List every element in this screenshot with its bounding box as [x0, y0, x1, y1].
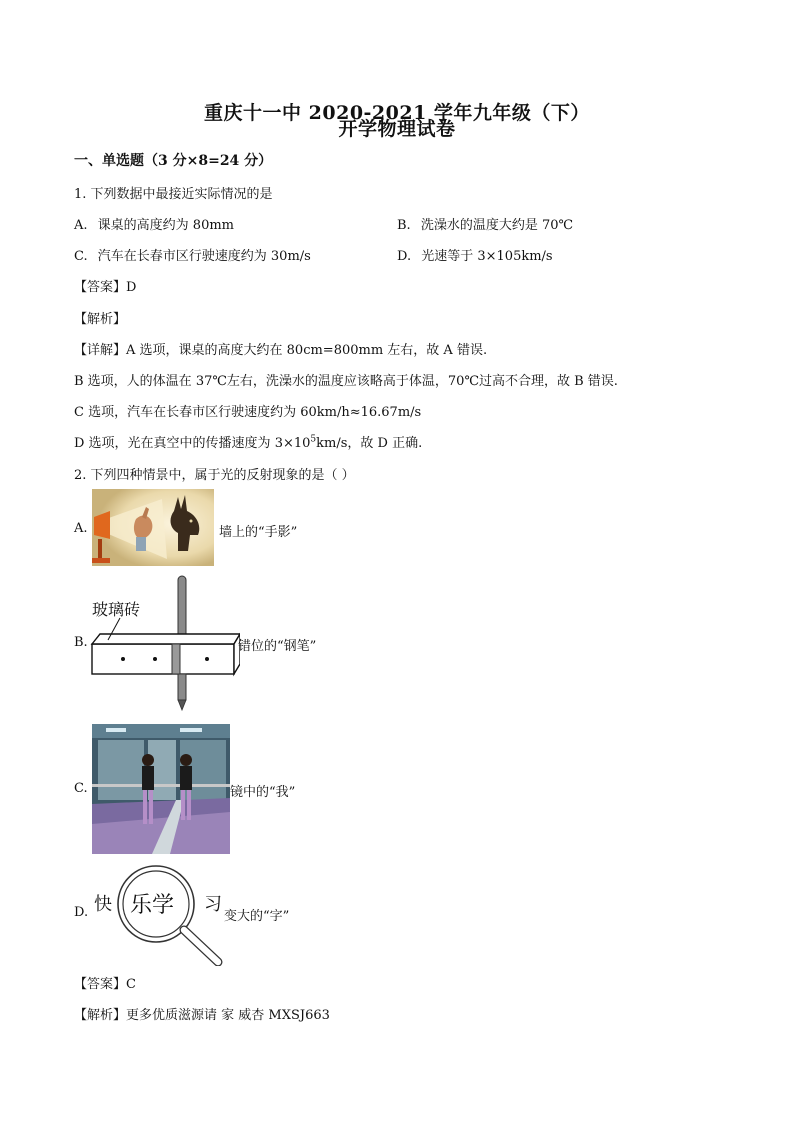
- question-1-stem: 1. 下列数据中最接近实际情况的是: [74, 187, 273, 202]
- option-letter: D.: [397, 249, 412, 264]
- detail-d-sup: 5: [310, 434, 317, 445]
- detail-d-post: km/s，故 D 正确.: [316, 436, 423, 451]
- q1-option-a: [74, 214, 234, 233]
- q2-option-d-letter: D.: [74, 905, 89, 920]
- q2-option-b-letter: B.: [74, 635, 88, 650]
- section-heading: 一、单选题（3 分×8=24 分）: [74, 153, 273, 169]
- option-text: 汽车在长春市区行驶速度约为 30m/s: [97, 249, 311, 264]
- q1-detail-a: 【详解】A 选项，课桌的高度大约在 80cm=800mm 左右，故 A 错误.: [74, 343, 488, 358]
- q2-option-a-letter: A.: [74, 521, 88, 536]
- mirror-photo-image: [92, 724, 230, 854]
- q2-option-a-caption: 墙上的“手影”: [219, 525, 298, 540]
- glass-brick-pen-figure: [90, 574, 240, 712]
- magnifier-char-left: 快: [94, 894, 112, 915]
- q2-option-c-letter: C.: [74, 781, 88, 796]
- q1-detail-b: B 选项，人的体温在 37℃左右，洗澡水的温度应该略高于体温，70℃过高不合理，故 B 错误.: [74, 374, 618, 389]
- q1-answer: 【答案】D: [74, 280, 137, 295]
- hand-shadow-image: [92, 489, 214, 566]
- question-2-stem: 2. 下列四种情景中，属于光的反射现象的是（ ）: [74, 468, 355, 483]
- q1-option-b: [397, 214, 573, 233]
- q2-analysis: 【解析】更多优质滋源请 家 威杏 MXSJ663: [74, 1008, 330, 1023]
- page-title: 重庆十一中 2020-2021 学年九年级（下）: [204, 102, 590, 124]
- glass-brick-label: 玻璃砖: [92, 600, 141, 619]
- q2-option-b-caption: 错位的“钢笔”: [238, 639, 317, 654]
- page-subtitle: 开学物理试卷: [338, 118, 456, 140]
- option-text: 光速等于 3×105km/s: [421, 249, 553, 264]
- q2-option-d-caption: 变大的“字”: [224, 909, 290, 924]
- magnifier-char-right: 习: [204, 894, 222, 915]
- detail-d-pre: D 选项，光在真空中的传播速度为 3×10: [74, 436, 311, 451]
- q1-analysis-label: 【解析】: [74, 312, 127, 327]
- option-text: 洗澡水的温度大约是 70℃: [420, 218, 574, 233]
- option-letter: B.: [397, 218, 411, 233]
- q1-detail-d: [74, 432, 422, 451]
- q1-detail-c: C 选项，汽车在长春市区行驶速度约为 60km/h≈16.67m/s: [74, 405, 422, 420]
- magnifier-char-center: 乐学: [130, 893, 175, 918]
- option-letter: C.: [74, 249, 88, 264]
- option-text: 课桌的高度约为 80mm: [97, 218, 235, 233]
- q1-option-c: [74, 245, 311, 264]
- option-letter: A.: [74, 218, 88, 233]
- q2-answer: 【答案】C: [74, 977, 136, 992]
- q2-option-c-caption: 镜中的“我”: [230, 785, 296, 800]
- q1-option-d: [397, 245, 553, 264]
